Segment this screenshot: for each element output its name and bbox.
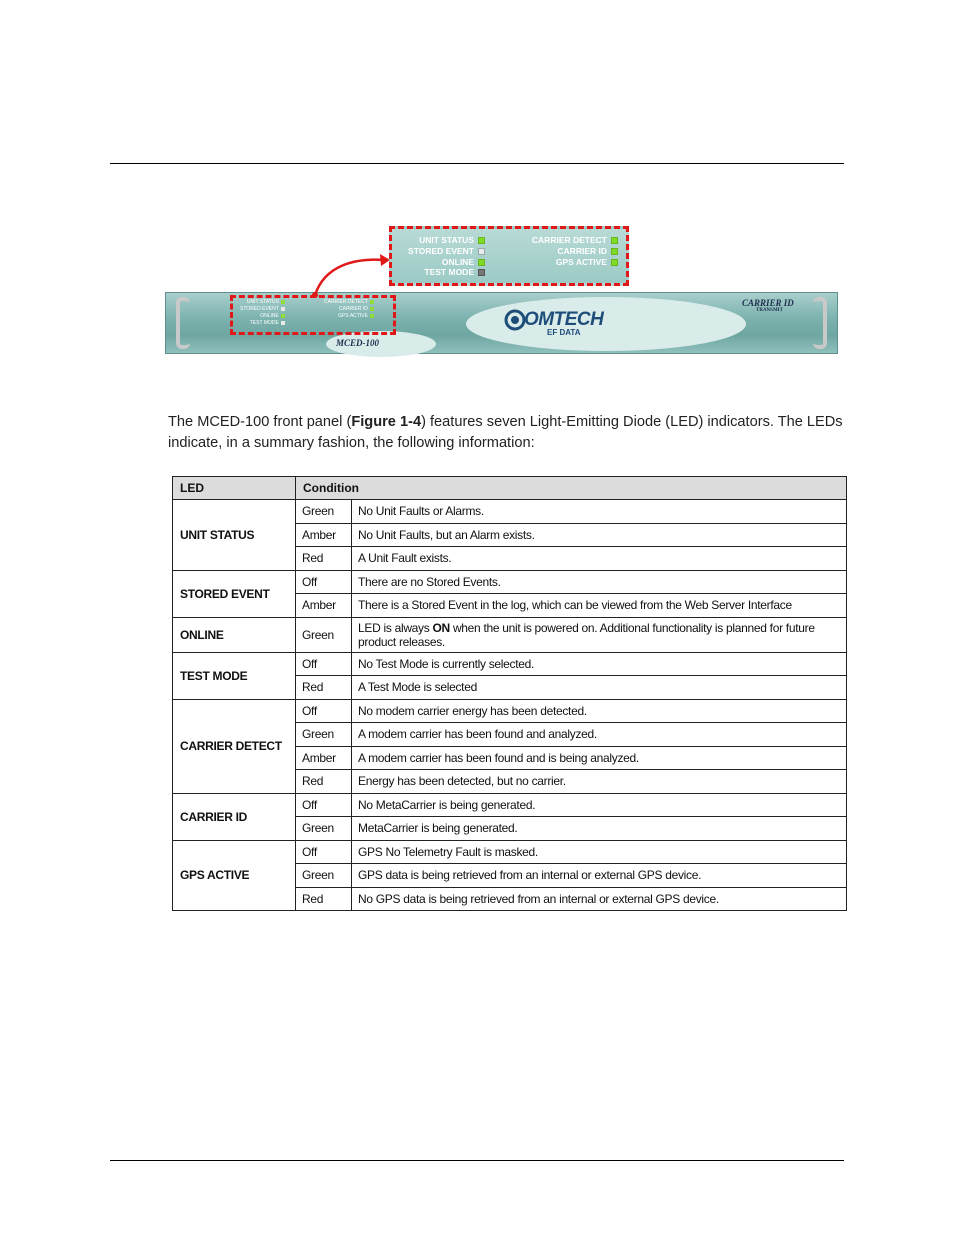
inset-led-unit-status: UNIT STATUS — [400, 235, 485, 246]
led-name: UNIT STATUS — [173, 500, 296, 571]
description-cell: A Unit Fault exists. — [352, 547, 847, 571]
table-row — [173, 793, 847, 817]
description-cell: A modem carrier has been found and analyzed. — [352, 723, 847, 747]
brand-sub: EF DATA — [547, 328, 581, 337]
figure-reference[interactable]: Figure 1-4 — [351, 414, 422, 430]
inset-led-column-left — [400, 235, 485, 278]
description-cell: There is a Stored Event in the log, which can be viewed from the Web Server Interface — [352, 594, 847, 618]
description-cell: GPS No Telemetry Fault is masked. — [352, 840, 847, 864]
description-cell: A Test Mode is selected — [352, 676, 847, 700]
description-cell: No Unit Faults, but an Alarm exists. — [352, 523, 847, 547]
condition-cell: Red — [296, 676, 352, 700]
led-table — [172, 476, 847, 911]
description-cell: GPS data is being retrieved from an internal or external GPS device. — [352, 864, 847, 888]
condition-cell: Green — [296, 723, 352, 747]
led-name: TEST MODE — [173, 652, 296, 699]
description-cell: No Test Mode is currently selected. — [352, 652, 847, 676]
panel-led-labels-right: CARRIER DETECT CARRIER ID GPS ACTIVE — [324, 299, 374, 320]
table-row — [173, 699, 847, 723]
led-name: ONLINE — [173, 617, 296, 652]
description-cell: A modem carrier has been found and is being analyzed. — [352, 746, 847, 770]
table-row — [173, 652, 847, 676]
description-cell: LED is always ON when the unit is powered on. Additional functionality is planned for future product releases. — [352, 617, 847, 652]
condition-cell: Amber — [296, 746, 352, 770]
inset-led-test-mode: TEST MODE — [400, 267, 485, 278]
description-cell: Energy has been detected, but no carrier. — [352, 770, 847, 794]
condition-cell: Red — [296, 770, 352, 794]
description-cell: No Unit Faults or Alarms. — [352, 500, 847, 524]
description-cell: MetaCarrier is being generated. — [352, 817, 847, 841]
table-row — [173, 500, 847, 524]
condition-cell: Off — [296, 652, 352, 676]
product-sub-label: TRANSMIT — [756, 308, 783, 313]
panel-led-labels-left: UNIT STATUS STORED EVENT ONLINE TEST MODE — [240, 299, 285, 327]
table-header-row — [173, 477, 847, 500]
highlight-box — [230, 295, 396, 335]
condition-cell: Amber — [296, 523, 352, 547]
led-name: CARRIER ID — [173, 793, 296, 840]
condition-cell: Amber — [296, 594, 352, 618]
table-row — [173, 840, 847, 864]
led-name: STORED EVENT — [173, 570, 296, 617]
table-row — [173, 570, 847, 594]
header-condition: Condition — [296, 477, 847, 500]
description-cell: There are no Stored Events. — [352, 570, 847, 594]
condition-cell: Green — [296, 617, 352, 652]
comtech-logo-icon — [504, 309, 526, 331]
condition-cell: Red — [296, 547, 352, 571]
condition-cell: Green — [296, 500, 352, 524]
inset-led-stored-event: STORED EVENT — [400, 246, 485, 257]
condition-cell: Off — [296, 570, 352, 594]
header-led: LED — [173, 477, 296, 500]
condition-cell: Off — [296, 699, 352, 723]
led-name: GPS ACTIVE — [173, 840, 296, 911]
model-label: MCED-100 — [336, 338, 380, 348]
condition-cell: Red — [296, 887, 352, 911]
callout-arrow — [300, 250, 400, 300]
condition-cell: Off — [296, 840, 352, 864]
description-cell: No MetaCarrier is being generated. — [352, 793, 847, 817]
table-row — [173, 617, 847, 652]
condition-cell: Green — [296, 864, 352, 888]
condition-cell: Green — [296, 817, 352, 841]
condition-cell: Off — [296, 793, 352, 817]
product-label: CARRIER ID — [742, 298, 794, 308]
header-rule — [110, 163, 844, 164]
description-cell: No GPS data is being retrieved from an internal or external GPS device. — [352, 887, 847, 911]
footer-rule — [110, 1160, 844, 1161]
description-cell: No modem carrier energy has been detected. — [352, 699, 847, 723]
intro-paragraph: The MCED-100 front panel (Figure 1-4) features seven Light-Emitting Diode (LED) indicators. The LEDs indicate, in a summary fashion, the following information: — [168, 414, 843, 451]
inset-led-column-right — [522, 235, 618, 267]
led-name: CARRIER DETECT — [173, 699, 296, 793]
inset-led-carrier-detect: CARRIER DETECT — [522, 235, 618, 246]
brand-logo: OMTECH — [524, 309, 604, 330]
led-zoom-inset — [389, 226, 629, 286]
inset-led-online: ONLINE — [400, 257, 485, 268]
inset-led-gps-active: GPS ACTIVE — [522, 257, 618, 268]
left-handle — [176, 297, 190, 349]
inset-led-carrier-id: CARRIER ID — [522, 246, 618, 257]
right-handle — [813, 297, 827, 349]
